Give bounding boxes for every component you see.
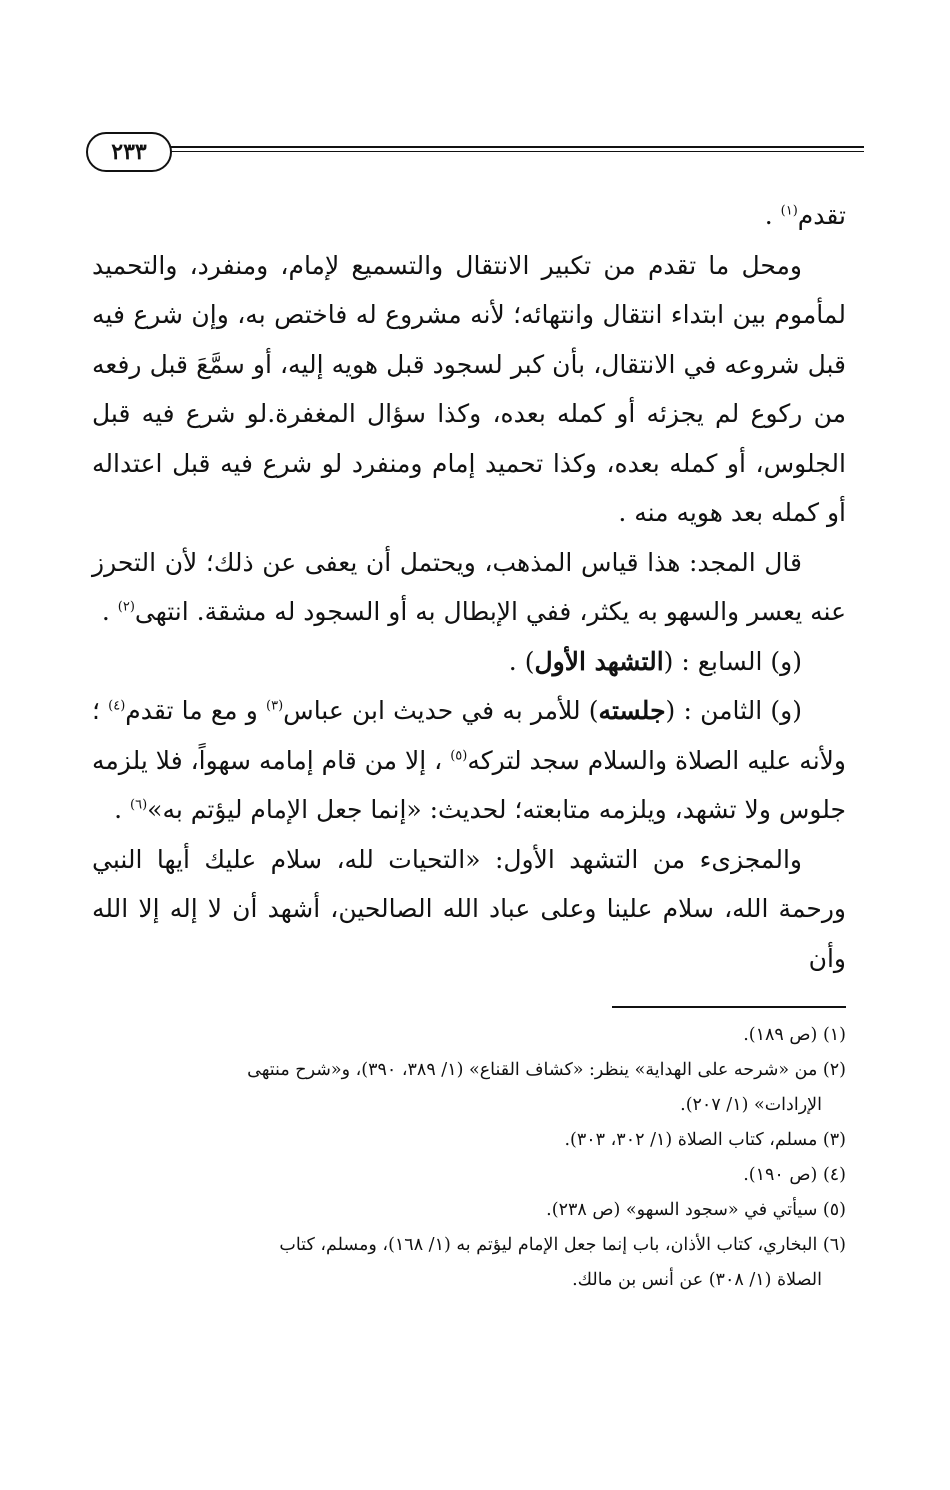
text: و مع ما تقدم [125, 696, 267, 725]
footnote-2-cont: الإرادات» (١/ ٢٠٧). [680, 1095, 822, 1115]
text: . [114, 795, 131, 824]
text: . [101, 597, 118, 626]
footnote-ref: (٤) [108, 698, 126, 714]
footnote-separator [612, 1006, 846, 1008]
footnote-ref: (١) [780, 203, 798, 219]
text: ) للأمر به في حديث ابن عباس [283, 696, 599, 725]
paragraph-6: والمجزىء من التشهد الأول: «التحيات لله، سلام عليك أيها النبي ورحمة الله، سلام علينا وعلى عباد الله الصالحين، أشهد أن لا إله إلا الله وأن [92, 844, 846, 973]
footnote-5: (٥) سيأتي في «سجود السهو» (ص ٢٣٨). [546, 1200, 846, 1220]
text: (و) الثامن : ( [665, 696, 802, 725]
footnote-1: (١) (ص ١٨٩). [743, 1025, 846, 1045]
page-number: ٢٣٣ [86, 132, 172, 172]
footnote-4: (٤) (ص ١٩٠). [743, 1165, 846, 1185]
footnote-6-cont: الصلاة (١/ ٣٠٨) عن أنس بن مالك. [572, 1270, 822, 1290]
paragraph-5 [92, 686, 846, 835]
footnote-3: (٣) مسلم، كتاب الصلاة (١/ ٣٠٢، ٣٠٣). [564, 1130, 846, 1150]
paragraph-2: ومحل ما تقدم من تكبير الانتقال والتسميع لإمام، ومنفرد، والتحميد لمأموم بين ابتداء انتقال وانتهائه؛ لأنه مشروع له فاختص به، وإن شرع فيه قبل شروعه في الانتقال، بأن كبر لسجود قبل هويه إليه، أو سمَّعَ قبل رفعه من ركوع لم يجزئه أو كمله بعده، وكذا سؤال المغفرة.لو شرع فيه قبل الجلوس، أو كمله بعده، وكذا تحميد إمام ومنفرد لو شرع فيه قبل اعتداله أو كمله بعد هويه منه . [92, 250, 846, 527]
footnotes [92, 1018, 846, 1298]
text: (و) السابع : ( [663, 646, 802, 676]
paragraph-3 [92, 538, 846, 637]
footnote-6: (٦) البخاري، كتاب الأذان، باب إنما جعل الإمام ليؤتم به (١/ ١٦٨)، ومسلم، كتاب [279, 1235, 846, 1255]
footnote-2: (٢) من «شرحه على الهداية» ينظر: «كشاف القناع» (١/ ٣٨٩، ٣٩٠)، و«شرح منتهى [247, 1060, 846, 1080]
text: . [764, 201, 781, 230]
header-rule-thin [170, 151, 864, 152]
text: ، إلا من قام إمامه سهواً، فلا يلزمه جلوس ولا تشهد، ويلزمه متابعته؛ لحديث: «إنما جعل الإمام ليؤتم به» [92, 745, 846, 824]
text: ؛ ولأنه عليه الصلاة والسلام سجد لتركه [92, 696, 846, 775]
footnote-ref: (٣) [266, 698, 284, 714]
text: تقدم [797, 201, 846, 230]
header-rule [170, 146, 864, 148]
page-header [86, 132, 864, 178]
text: قال المجد: هذا قياس المذهب، ويحتمل أن يعفى عن ذلك؛ لأن التحرز عنه يعسر والسهو به يكثر، ففي الإبطال به أو السجود له مشقة. انتهى [92, 547, 846, 626]
text: ) . [508, 646, 535, 676]
bold-term: جلسته [598, 696, 666, 725]
footnote-ref: (٢) [117, 599, 135, 615]
footnote-ref: (٥) [450, 748, 468, 764]
bold-term: التشهد الأول [534, 646, 664, 676]
footnote-ref: (٦) [130, 797, 148, 813]
main-text [92, 191, 846, 983]
paragraph-1 [92, 191, 846, 241]
paragraph-4 [92, 637, 846, 687]
